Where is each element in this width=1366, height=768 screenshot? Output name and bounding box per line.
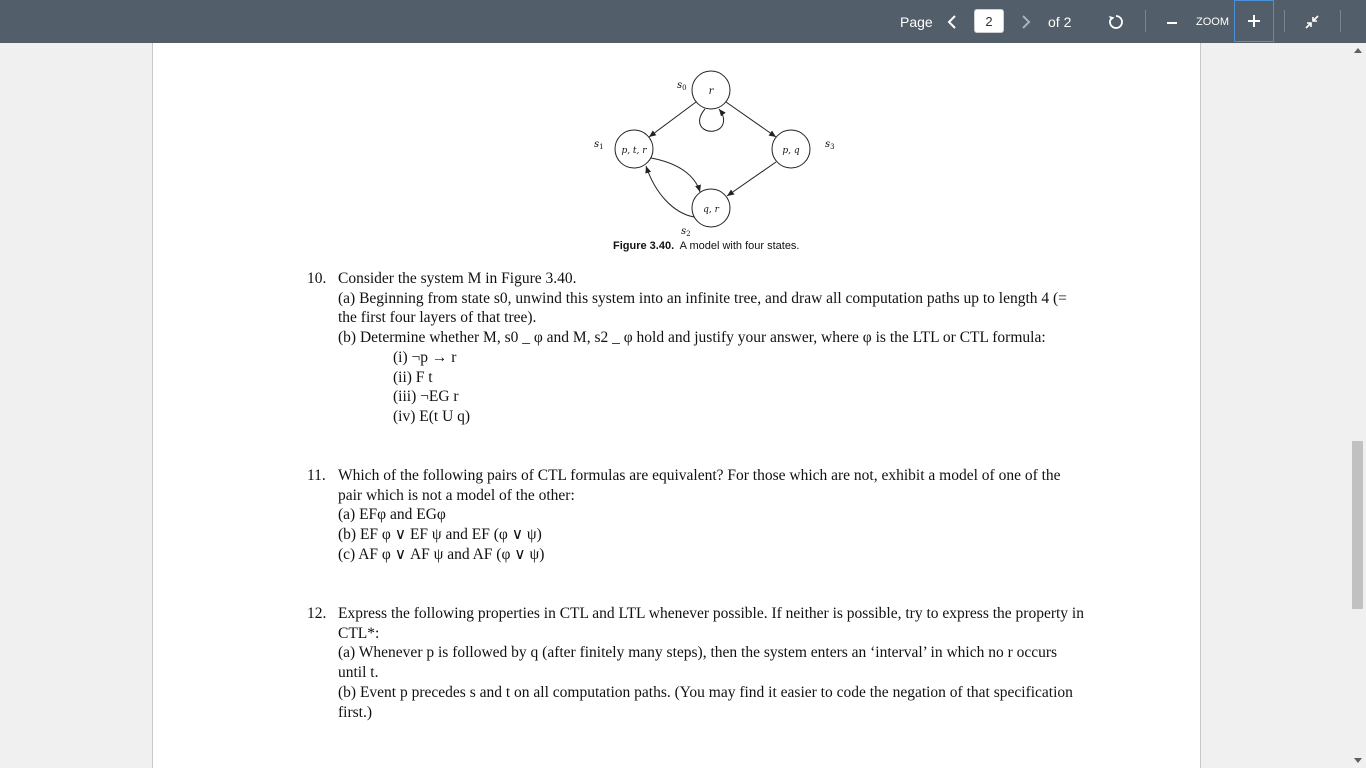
pdf-toolbar: [0, 0, 1366, 43]
toolbar-divider: [1145, 10, 1146, 32]
node-label-s1: p, t, r: [621, 146, 647, 156]
scroll-down-arrow-icon[interactable]: [1354, 758, 1362, 763]
state-name-s3: $s_3$: [825, 139, 835, 151]
chevron-right-icon: [1020, 14, 1032, 30]
zoom-label: ZOOM: [1196, 15, 1229, 28]
formula-item: (i) ¬p → r: [393, 348, 457, 366]
chevron-left-icon: [946, 14, 958, 30]
page-label: Page: [900, 13, 933, 30]
figure-caption: [613, 240, 800, 252]
formula-item: (iii) ¬EG r: [393, 388, 459, 406]
question-number: 10.: [307, 270, 327, 287]
plus-icon: [1247, 14, 1261, 28]
minus-icon: [1166, 16, 1178, 28]
vertical-scrollbar[interactable]: [1350, 43, 1366, 768]
edge-s3-s2: [727, 162, 776, 196]
edge-s0-s1: [649, 102, 696, 137]
previous-page-button[interactable]: [942, 0, 962, 43]
question-text: Express the following properties in CTL and LTL whenever possible. If neither is possible, try to express the property in CTL*:: [338, 605, 1084, 642]
question-part-a: (a) Beginning from state s0, unwind this system into an infinite tree, and draw all computation paths up to length 4 (= the first four layers of that tree).: [338, 289, 1067, 327]
node-label-s2: q, r: [703, 205, 719, 215]
collapse-icon: [1304, 14, 1320, 30]
question-part-b: (b) Determine whether M, s0 _ φ and M, s2 _ φ hold and justify your answer, where φ is the LTL or CTL formula:: [338, 329, 1046, 347]
question-number: 12.: [307, 605, 327, 622]
zoom-in-button[interactable]: [1234, 0, 1274, 42]
toolbar-divider: [1284, 10, 1285, 32]
edge-s0-self-loop: [700, 109, 724, 131]
question-text: Which of the following pairs of CTL formulas are equivalent? For those which are not, exhibit a model of one of the pair which is not a model of the other:: [338, 467, 1061, 504]
exit-fullscreen-button[interactable]: [1300, 0, 1324, 43]
next-page-button[interactable]: [1016, 0, 1036, 43]
kripke-model-diagram: [583, 65, 843, 240]
scroll-up-arrow-icon[interactable]: [1354, 48, 1362, 53]
edge-s2-s1: [646, 166, 694, 217]
question-number: 11.: [307, 467, 326, 484]
page-number-input[interactable]: [974, 9, 1004, 33]
zoom-out-button[interactable]: [1162, 0, 1182, 43]
page-total: of 2: [1048, 13, 1072, 30]
document-viewer[interactable]: [0, 43, 1350, 768]
rotate-button[interactable]: [1104, 0, 1128, 43]
question-part-a: (a) EFφ and EGφ: [338, 506, 446, 524]
toolbar-divider: [1340, 10, 1341, 32]
pdf-page: [152, 43, 1201, 768]
question-part-b: (b) EF φ ∨ EF ψ and EF (φ ∨ ψ): [338, 526, 542, 544]
edge-s0-s3: [726, 102, 776, 137]
formula-item: (iv) E(t U q): [393, 407, 471, 425]
state-name-s2: $s_2$: [681, 226, 691, 238]
question-part-b: (b) Event p precedes s and t on all computation paths. (You may find it easier to code the negation of that specification first.): [338, 683, 1073, 721]
state-name-s1: $s_1$: [594, 139, 604, 151]
question-part-c: (c) AF φ ∨ AF ψ and AF (φ ∨ ψ): [338, 545, 545, 563]
rotate-icon: [1107, 13, 1125, 31]
figure-caption-text: A model with four states.: [679, 240, 800, 252]
scrollbar-thumb[interactable]: [1352, 441, 1363, 609]
node-label-s3: p, q: [782, 146, 800, 156]
question-part-a: (a) Whenever p is followed by q (after finitely many steps), then the system enters an ‘interval’ in which no r occurs until t.: [338, 644, 1058, 682]
question-text: Consider the system M in Figure 3.40.: [338, 270, 577, 287]
node-label-s0: r: [708, 86, 714, 97]
figure-caption-label: Figure 3.40.: [613, 240, 675, 252]
formula-item: (ii) F t: [393, 368, 433, 386]
state-name-s0: $s_0$: [677, 80, 687, 92]
edge-s1-s2: [651, 158, 700, 192]
